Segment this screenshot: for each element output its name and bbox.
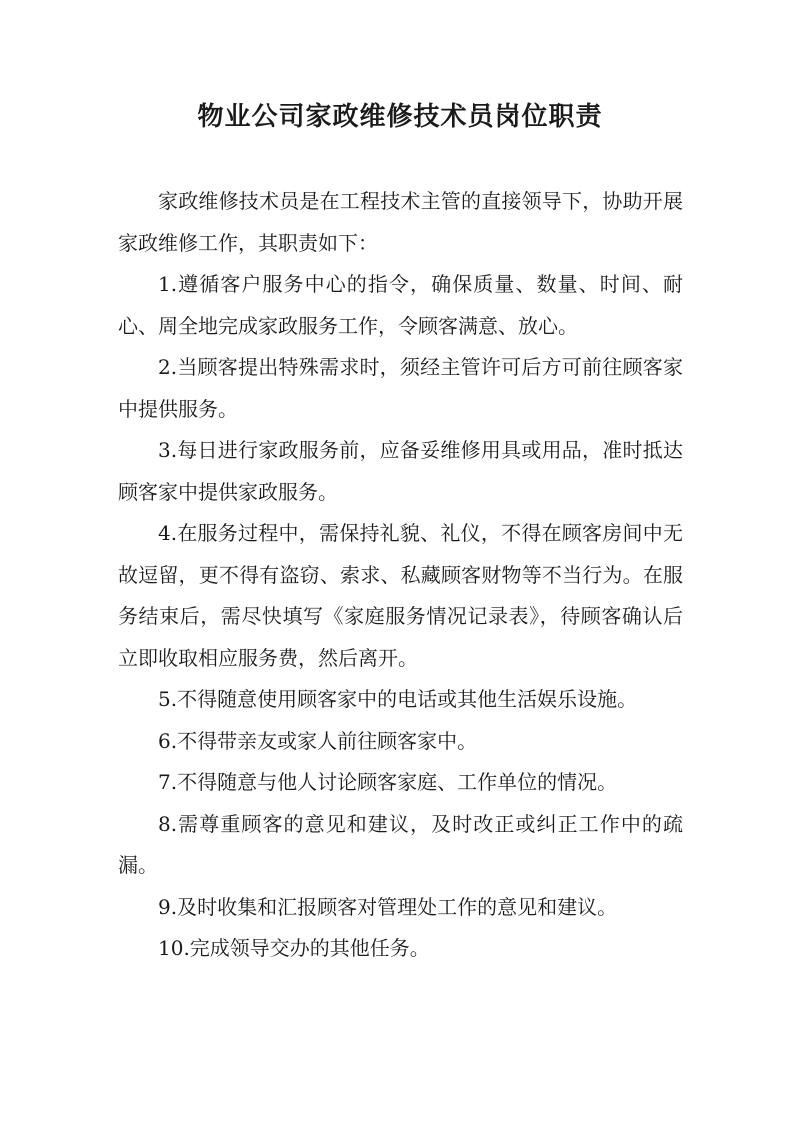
duty-item-10: 10.完成领导交办的其他任务。 [158, 936, 430, 960]
document-title: 物业公司家政维修技术员岗位职责 [197, 102, 603, 132]
intro-paragraph: 家政维修技术员是在工程技术主管的直接领导下，协助开展家政维修工作，其职责如下： [118, 189, 683, 255]
duty-item-5: 5.不得随意使用顾客家中的电话或其他生活娱乐设施。 [158, 687, 638, 711]
duty-item-6: 6.不得带亲友或家人前往顾客家中。 [158, 728, 478, 753]
duty-item-8: 8.需尊重顾客的意见和建议，及时改正或纠正工作中的疏漏。 [118, 811, 683, 877]
duty-item-4: 4.在服务过程中，需保持礼貌、礼仪，不得在顾客房间中无故逗留，更不得有盗窃、索求、私藏顾客财物等不当行为。在服务结束后，需尽快填写《家庭服务情况记录表》，待顾客确认后立即收取相应服务费，然后离开。 [118, 521, 683, 670]
document-body [118, 181, 683, 970]
duty-item-2: 2.当顾客提出特殊需求时，须经主管许可后方可前往顾客家中提供服务。 [118, 355, 683, 421]
duty-item-3: 3.每日进行家政服务前，应备妥维修用具或用品，准时抵达顾客家中提供家政服务。 [118, 438, 683, 504]
duty-item-9: 9.及时收集和汇报顾客对管理处工作的意见和建议。 [158, 894, 618, 919]
duty-item-1: 1.遵循客户服务中心的指令，确保质量、数量、时间、耐心、周全地完成家政服务工作，令顾客满意、放心。 [118, 272, 683, 338]
duty-item-7: 7.不得随意与他人讨论顾客家庭、工作单位的情况。 [158, 770, 618, 794]
